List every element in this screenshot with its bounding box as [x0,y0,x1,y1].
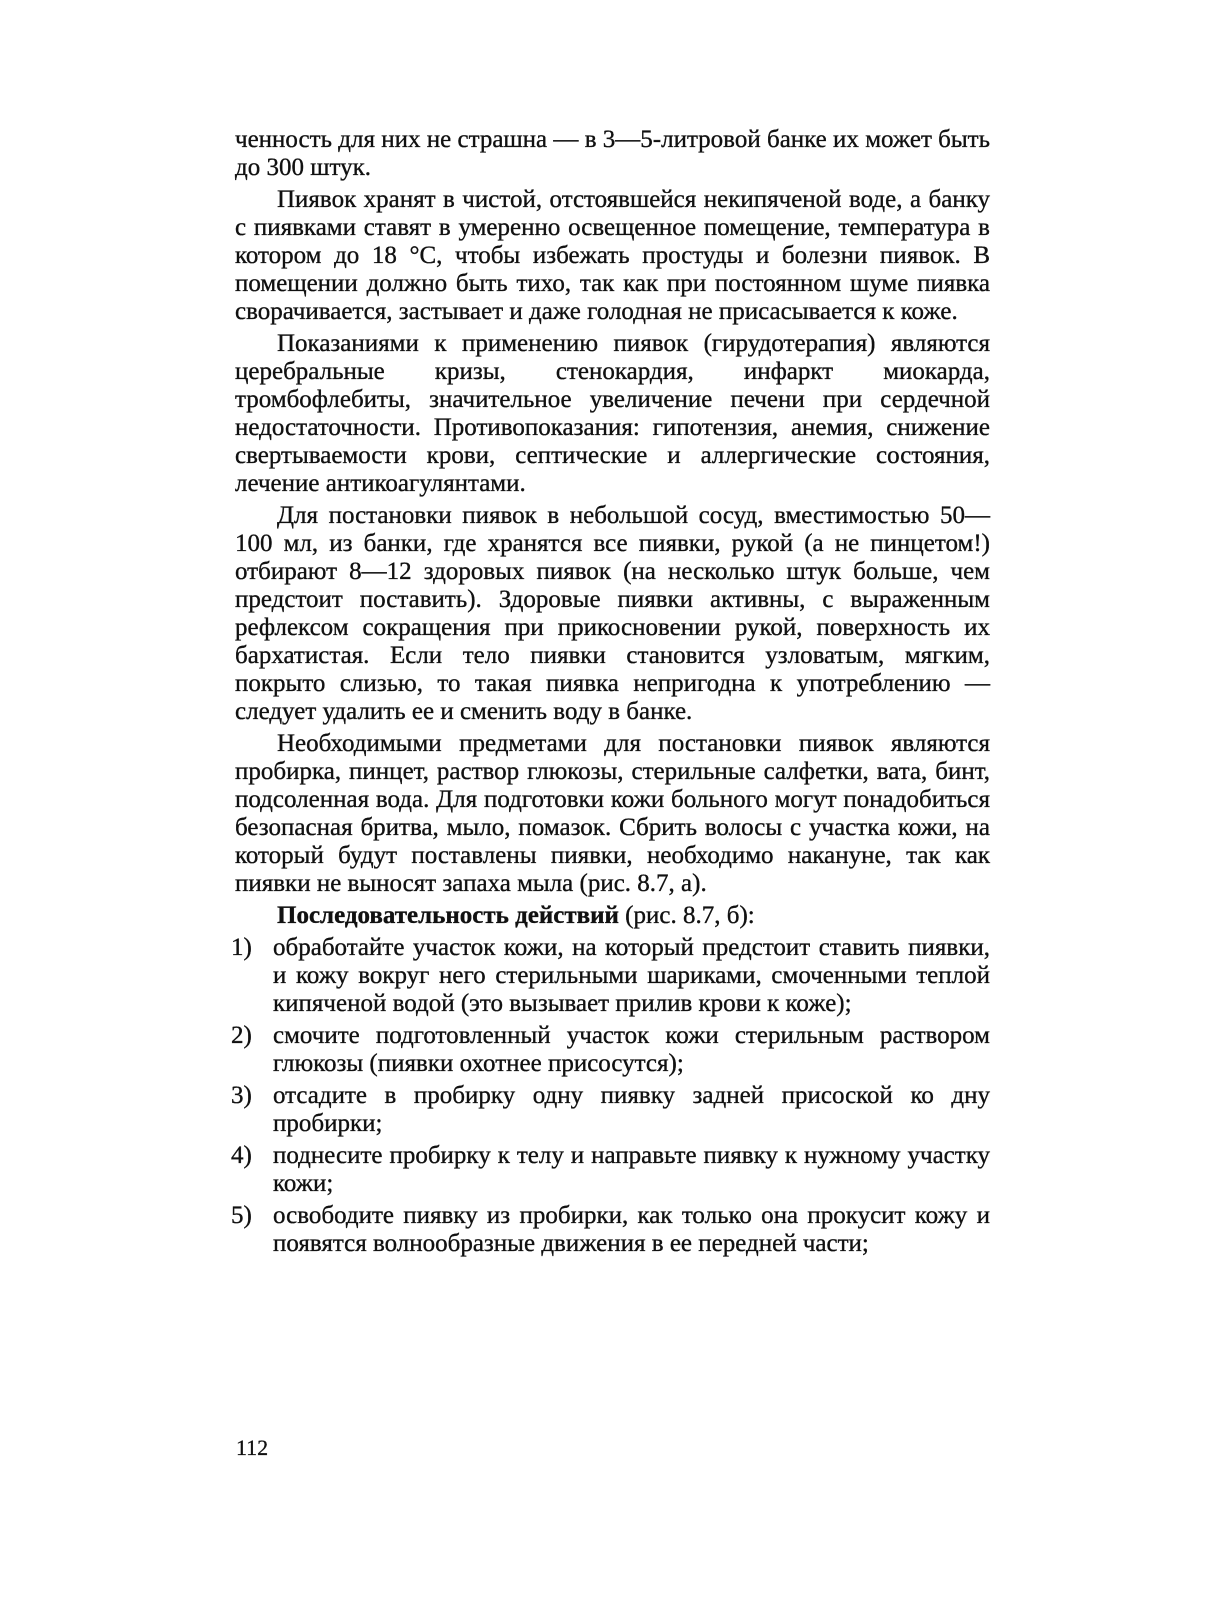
step-text: смочите подготовленный участок кожи стерильным раствором глюкозы (пиявки охотнее присосутся); [273,1022,990,1077]
page-number: 112 [236,1435,269,1460]
sequence-heading: Последовательность действий [277,902,619,929]
step-text: освободите пиявку из пробирки, как только она прокусит кожу и появятся волнообразные движения в ее передней части; [273,1202,990,1257]
list-item [231,1202,990,1258]
steps-list [231,934,990,1258]
step-text: отсадите в пробирку одну пиявку задней присоской ко дну пробирки; [273,1082,990,1137]
step-number: 4) [231,1142,252,1169]
list-item [231,1082,990,1138]
step-number: 5) [231,1202,252,1229]
step-number: 2) [231,1022,252,1049]
page-body [231,126,990,1262]
paragraph-indications: Показаниями к применению пиявок (гирудотерапия) являются церебральные кризы, стенокардия, инфаркт миокарда, тромбофлебиты, значительное увеличение печени при сердечной недостаточности. Противопоказания: гипотензия, анемия, снижение свертываемости крови, септические и аллергические состояния, лечение антикоагулянтами. [235,330,990,497]
step-number: 3) [231,1082,252,1109]
step-text: обработайте участок кожи, на который предстоит ставить пиявки, и кожу вокруг него стерильными шариками, смоченными теплой кипяченой водой (это вызывает прилив крови к коже); [273,934,990,1017]
list-item [231,1142,990,1198]
step-text: поднесите пробирку к телу и направьте пиявку к нужному участку кожи; [273,1142,990,1197]
paragraph-equipment: Необходимыми предметами для постановки пиявок являются пробирка, пинцет, раствор глюкозы, стерильные салфетки, вата, бинт, подсоленная вода. Для подготовки кожи больного могут понадобиться безопасная бритва, мыло, помазок. Сбрить волосы с участка кожи, на который будут поставлены пиявки, необходимо накануне, так как пиявки не выносят запаха мыла (рис. 8.7, а). [235,730,990,897]
paragraph-preparation: Для постановки пиявок в небольшой сосуд, вместимостью 50—100 мл, из банки, где хранятся все пиявки, рукой (а не пинцетом!) отбирают 8—12 здоровых пиявок (на несколько штук больше, чем предстоит поставить). Здоровые пиявки активны, с выраженным рефлексом сокращения при прикосновении рукой, поверхность их бархатистая. Если тело пиявки становится узловатым, мягким, покрыто слизью, то такая пиявка непригодна к употреблению — следует удалить ее и сменить воду в банке. [235,502,990,725]
sequence-figure-ref: (рис. 8.7, б): [618,902,755,929]
list-item [231,934,990,1018]
list-item [231,1022,990,1078]
paragraph-continuation: ченность для них не страшна — в 3—5-литровой банке их может быть до 300 штук. [235,126,990,181]
sequence-intro [235,902,990,930]
paragraph-storage: Пиявок хранят в чистой, отстоявшейся некипяченой воде, а банку с пиявками ставят в умеренно освещенное помещение, температура в котором до 18 °С, чтобы избежать простуды и болезни пиявок. В помещении должно быть тихо, так как при постоянном шуме пиявка сворачивается, застывает и даже голодная не присасывается к коже. [235,186,990,325]
step-number: 1) [231,934,252,961]
